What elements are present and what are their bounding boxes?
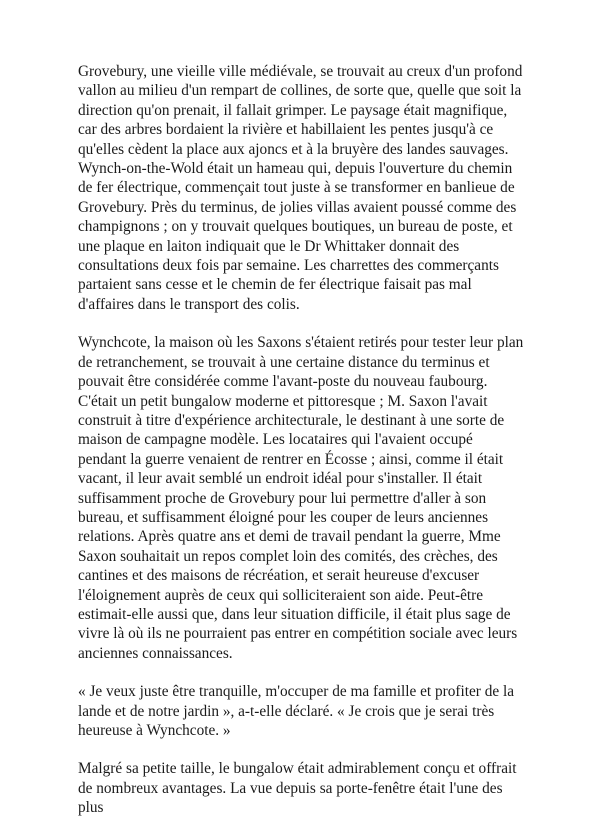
- paragraph: « Je veux juste être tranquille, m'occuper de ma famille et profiter de la lande et de notre jardin », a-t-elle déclaré. « Je crois que je serai très heureuse à Wynchcote. »: [78, 683, 514, 739]
- document-page: [78, 62, 524, 837]
- paragraph: Grovebury, une vieille ville médiévale, se trouvait au creux d'un profond vallon au milieu d'un rempart de collines, de sorte que, quelle que soit la direction qu'on prenait, il fallait grimper. Le paysage était magnifique, car des arbres bordaient la rivière et habillaient les pentes jusqu'à ce qu'elles cèdent la place aux ajoncs et à la bruyère des landes sauvages. Wynch-on-the-Wold était un hameau qui, depuis l'ouverture du chemin de fer électrique, commençait tout juste à se transformer en banlieue de Grovebury. Près du terminus, de jolies villas avaient poussé comme des champignons ; on y trouvait quelques boutiques, un bureau de poste, et une plaque en laiton indiquait que le Dr Whittaker donnait des consultations deux fois par semaine. Les charrettes des commerçants partaient sans cesse et le chemin de fer électrique faisait pas mal d'affaires dans le transport des colis.: [78, 63, 523, 313]
- paragraph: Wynchcote, la maison où les Saxons s'étaient retirés pour tester leur plan de retranchement, se trouvait à une certaine distance du terminus et pouvait être considérée comme l'avant-poste du nouveau faubourg. C'était un petit bungalow moderne et pittoresque ; M. Saxon l'avait construit à titre d'expérience architecturale, le destinant à une sorte de maison de campagne modèle. Les locataires qui l'avaient occupé pendant la guerre venaient de rentrer en Écosse ; ainsi, comme il était vacant, il leur avait semblé un endroit idéal pour s'installer. Il était suffisamment proche de Grovebury pour lui permettre d'aller à son bureau, et suffisamment éloigné pour les couper de leurs anciennes relations. Après quatre ans et demi de travail pendant la guerre, Mme Saxon souhaitait un repos complet loin des comités, des crèches, des cantines et des maisons de récréation, et serait heureuse d'excuser l'éloignement auprès de ceux qui solliciteraient son aide. Peut-être estimait-elle aussi que, dans leur situation difficile, il était plus sage de vivre là où ils ne pourraient pas entrer en compétition sociale avec leurs anciennes connaissances.: [78, 334, 524, 662]
- paragraph: Malgré sa petite taille, le bungalow était admirablement conçu et offrait de nombreux avantages. La vue depuis sa porte-fenêtre était l'une des plus: [78, 760, 517, 817]
